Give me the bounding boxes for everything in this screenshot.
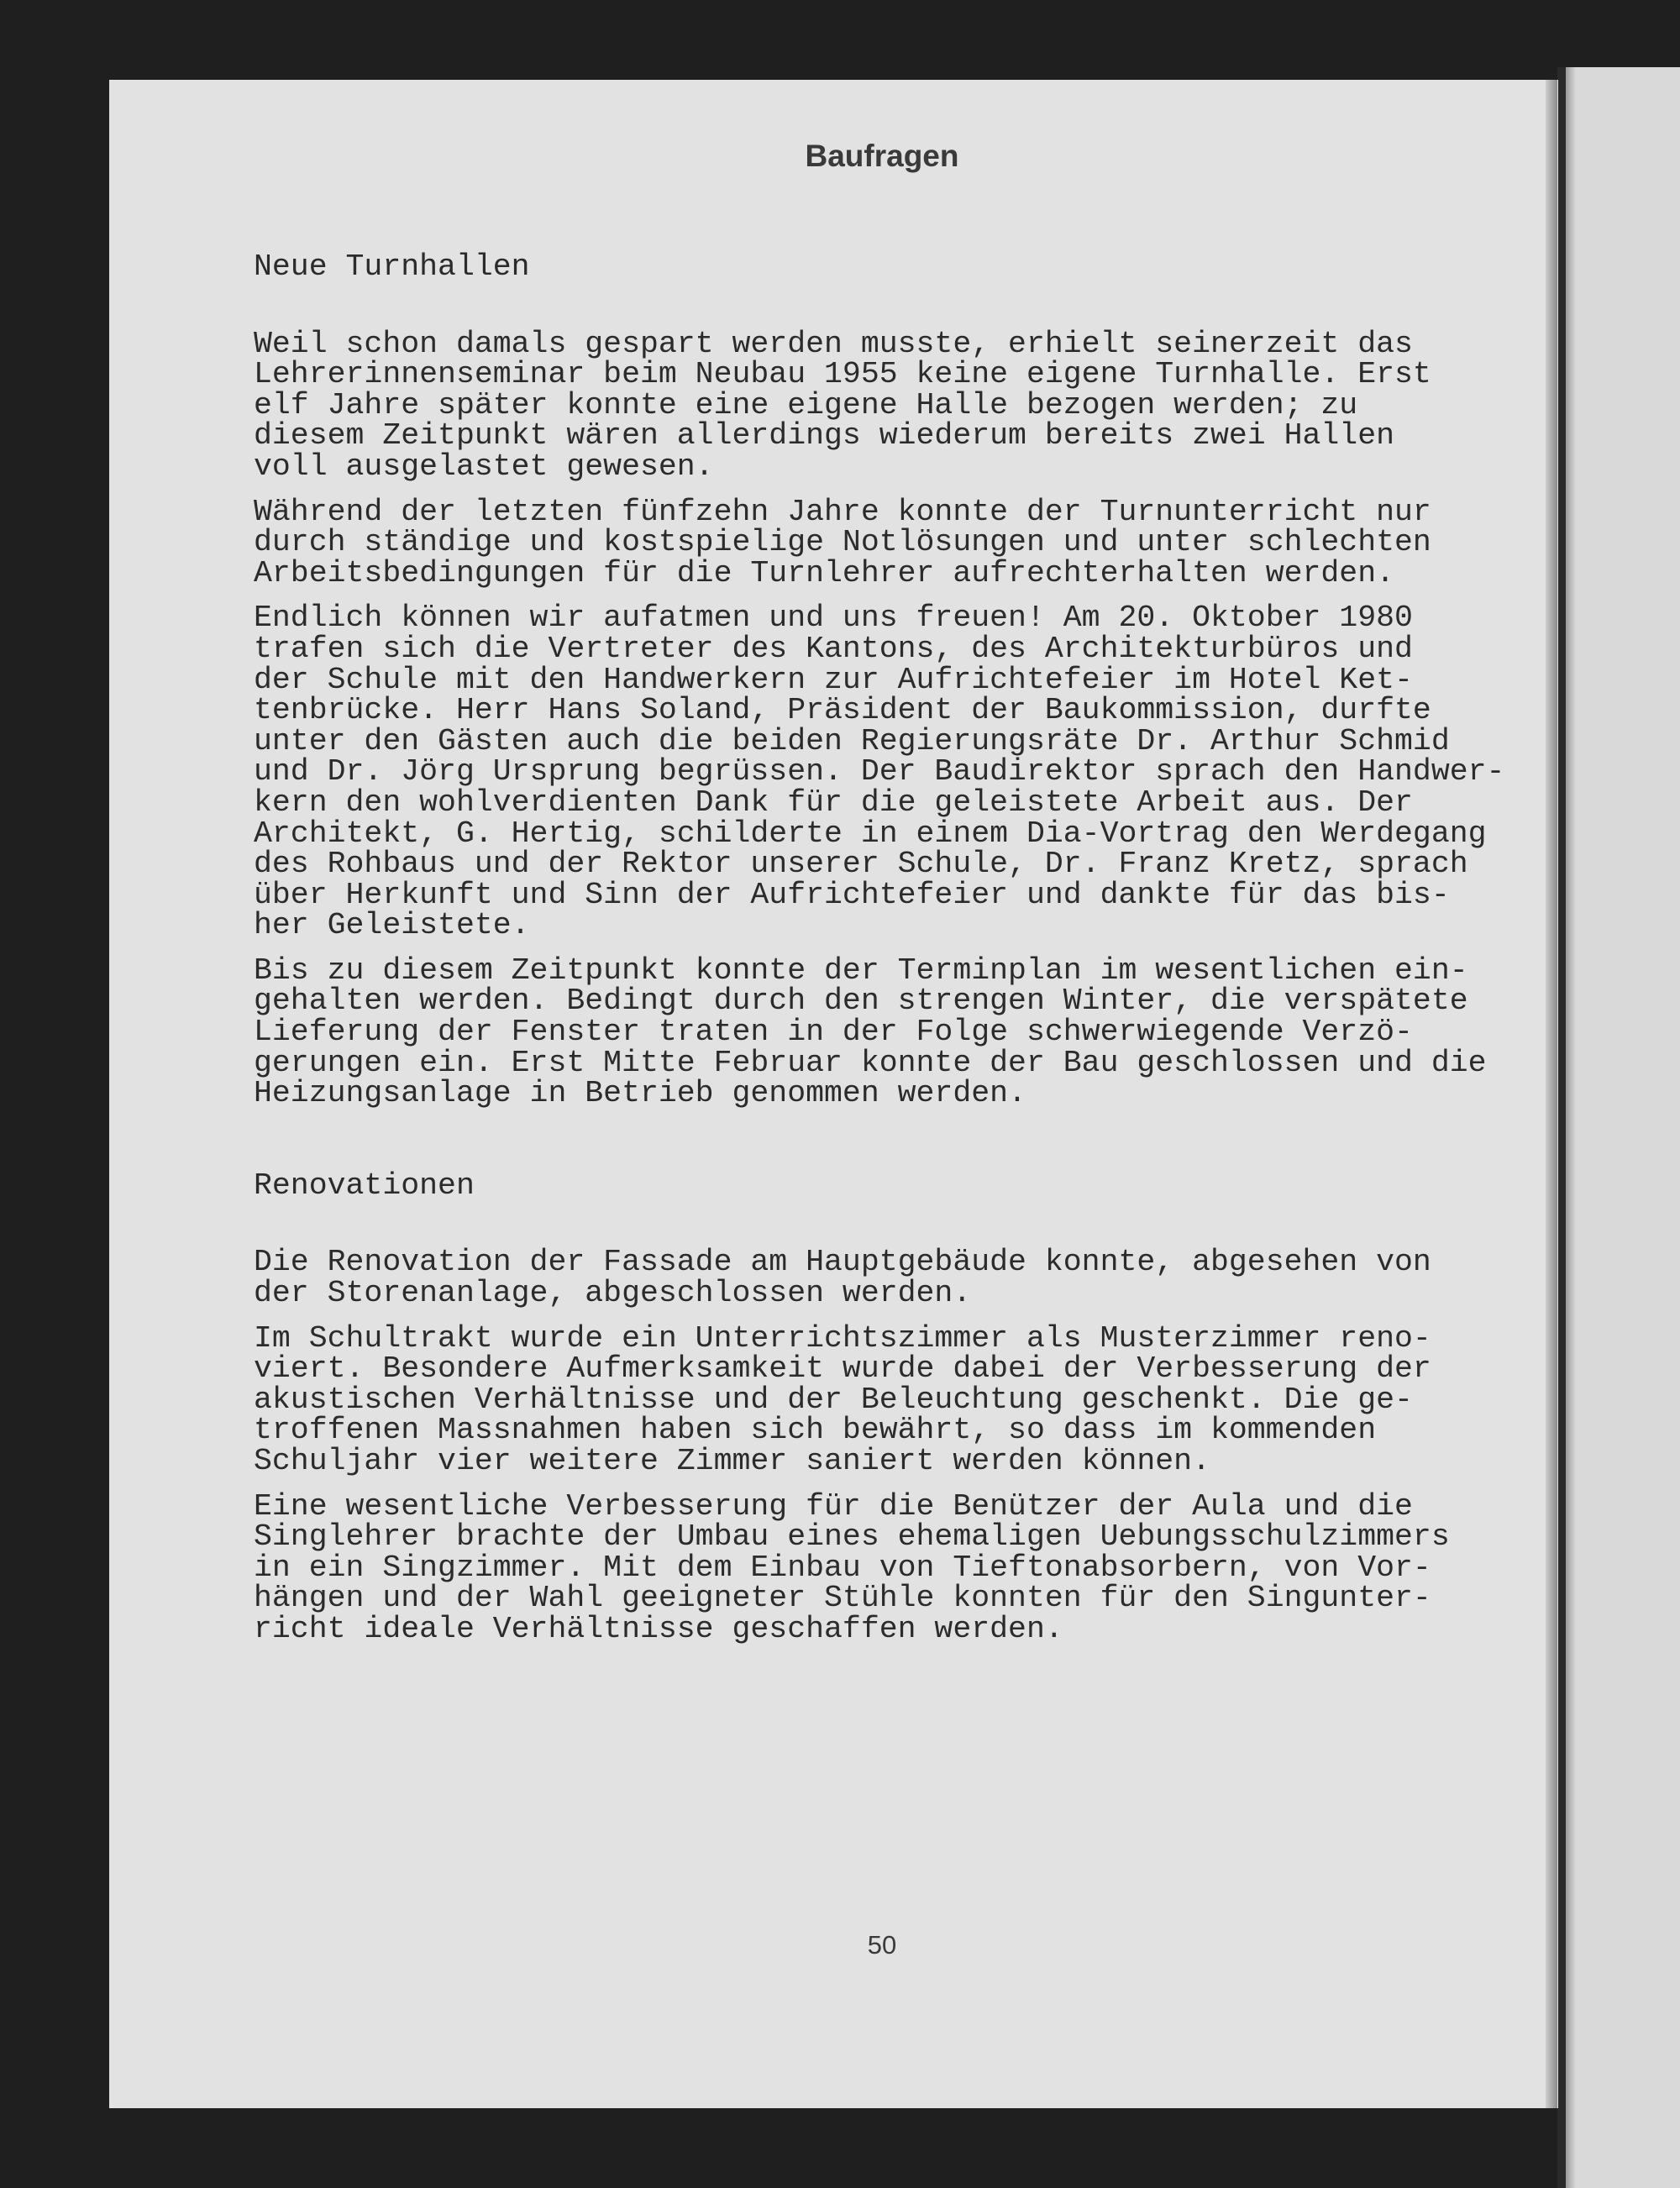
page-number: 50 xyxy=(867,1930,897,1960)
section-neue-turnhallen xyxy=(254,249,1547,1111)
section-title: Neue Turnhallen xyxy=(254,249,530,284)
facing-page-shadow xyxy=(1566,67,1576,2188)
paragraph: Weil schon damals gespart werden musste, erhielt seinerzeit das Lehrerinnenseminar beim Neubau 1955 keine eigene Turnhalle. Erst elf Jahre später konnte eine eigene Halle bezogen werden; zu diesem Zeitpunkt wären allerdings wiederum bereits zwei Hallen voll ausgelastet gewesen. xyxy=(254,326,1431,484)
paragraph: Eine wesentliche Verbesserung für die Benützer der Aula und die Singlehrer brachte der Umbau eines ehemaligen Uebungsschulzimmers in ein Singzimmer. Mit dem Einbau von Tieftonabsorbern, von Vor- hängen und der Wahl geeigneter Stühle konnten für den Singunter- richt ideale Verhältnisse geschaffen werden. xyxy=(254,1488,1450,1646)
paragraph: Endlich können wir aufatmen und uns freuen! Am 20. Oktober 1980 trafen sich die Vertreter des Kantons, des Architekturbüros und der Schule mit den Handwerkern zur Aufrichtefeier im Hotel Ket- tenbrücke. Herr Hans Soland, Präsident der Baukommission, durfte unter den Gästen auch die beiden Regierungsräte Dr. Arthur Schmid und Dr. Jörg Ursprung begrüssen. Der Baudirektor sprach den Handwer- kern den wohlverdienten Dank für die geleistete Arbeit aus. Der Architekt, G. Hertig, schilderte in einem Dia-Vortrag den Werdegang des Rohbaus und der Rektor unserer Schule, Dr. Franz Kretz, sprach über Herkunft und Sinn der Aufrichtefeier und dankte für das bis- her Geleistete. xyxy=(254,601,1505,943)
section-renovationen xyxy=(254,1167,1547,1646)
section-title: Renovationen xyxy=(254,1167,475,1203)
page-content xyxy=(254,249,1547,1660)
paragraph: Während der letzten fünfzehn Jahre konnte der Turnunterricht nur durch ständige und kostspielige Notlösungen und unter schlechten Arbeitsbedingungen für die Turnlehrer aufrechterhalten werden. xyxy=(254,494,1431,590)
paragraph: Im Schultrakt wurde ein Unterrichtszimmer als Musterzimmer reno- viert. Besondere Aufmerksamkeit wurde dabei der Verbesserung der akustischen Verhältnisse und der Beleuchtung geschenkt. Die ge- troffenen Massnahmen haben sich bewährt, so dass im kommenden Schuljahr vier weitere Zimmer saniert werden können. xyxy=(254,1320,1431,1478)
page-header: Baufragen xyxy=(805,139,959,173)
paragraph: Die Renovation der Fassade am Hauptgebäude konnte, abgesehen von der Storenanlage, abgeschlossen werden. xyxy=(254,1245,1431,1311)
facing-page-edge xyxy=(1566,67,1680,2188)
page-gutter-shadow xyxy=(1546,80,1557,2108)
book-spine xyxy=(1557,67,1566,2188)
paragraph: Bis zu diesem Zeitpunkt konnte der Terminplan im wesentlichen ein- gehalten werden. Bedingt durch den strengen Winter, die verspätete Lieferung der Fenster traten in der Folge schwerwiegende Verzö- gerungen ein. Erst Mitte Februar konnte der Bau geschlossen und die Heizungsanlage in Betrieb genommen werden. xyxy=(254,952,1487,1111)
